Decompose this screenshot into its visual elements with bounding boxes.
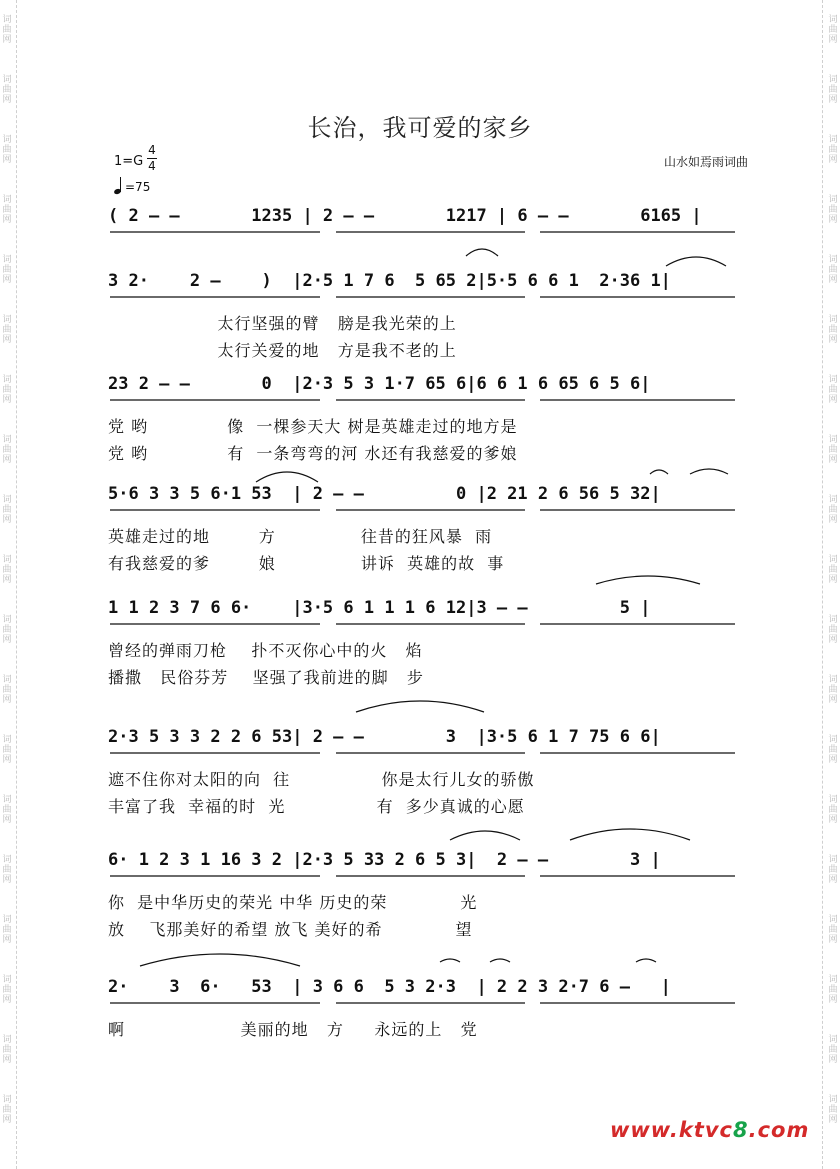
watermark-char: 网 <box>828 635 838 645</box>
watermark-char: 曲 <box>2 145 12 155</box>
watermark-char: 网 <box>828 455 838 465</box>
watermark-char: 网 <box>2 215 12 225</box>
watermark-char: 词 <box>2 495 12 505</box>
watermark-char: 词 <box>2 15 12 25</box>
lyric-line: 党 哟 像 一棵参天大 树是英雄走过的地方是 <box>108 417 518 436</box>
watermark-char: 网 <box>2 275 12 285</box>
watermark-char: 网 <box>2 155 12 165</box>
watermark-char: 网 <box>828 95 838 105</box>
watermark-char: 曲 <box>2 685 12 695</box>
watermark-char: 词 <box>828 555 838 565</box>
watermark-char: 词 <box>828 1035 838 1045</box>
watermark-char: 曲 <box>2 985 12 995</box>
watermark-char: 曲 <box>828 1105 838 1115</box>
watermark-char: 网 <box>828 215 838 225</box>
watermark-char: 曲 <box>828 265 838 275</box>
watermark-char: 曲 <box>2 625 12 635</box>
watermark-char: 网 <box>2 875 12 885</box>
website-part-3: .com <box>748 1118 810 1142</box>
watermark-char: 曲 <box>828 445 838 455</box>
slur <box>256 472 318 482</box>
watermark-char: 词 <box>828 315 838 325</box>
watermark-char: 网 <box>2 935 12 945</box>
time-signature-top: 4 <box>148 143 156 157</box>
watermark-char: 网 <box>2 755 12 765</box>
watermark-char: 曲 <box>828 685 838 695</box>
notation-row: 1 1 2 3 7 6 6· |3·5 6 1 1 1 6 12|3 – – 5 | <box>108 598 651 618</box>
watermark-char: 词 <box>2 75 12 85</box>
lyric-line: 太行关爱的地 方是我不老的上 <box>108 341 457 360</box>
watermark-char: 曲 <box>828 1045 838 1055</box>
watermark-char: 网 <box>828 1115 838 1125</box>
slur <box>650 470 668 474</box>
watermark-char: 词 <box>2 675 12 685</box>
time-signature-bottom: 4 <box>148 159 156 173</box>
watermark-char: 词 <box>2 135 12 145</box>
notation-row: 2· 3 6· 53 | 3 6 6 5 3 2·3 | 2 2 3 2·7 6 – | <box>108 977 671 997</box>
watermark-char: 词 <box>2 615 12 625</box>
watermark-char: 网 <box>828 395 838 405</box>
watermark-char: 词 <box>828 675 838 685</box>
composer-credit: 山水如焉雨词曲 <box>663 155 748 169</box>
slur <box>636 959 656 962</box>
lyric-line: 啊 美丽的地 方 永远的上 党 <box>108 1020 478 1039</box>
watermark-char: 曲 <box>828 745 838 755</box>
watermark-char: 曲 <box>828 145 838 155</box>
watermark-char: 词 <box>828 75 838 85</box>
watermark-char: 网 <box>2 335 12 345</box>
lyric-line: 遮不住你对太阳的向 往 你是太行儿女的骄傲 <box>108 770 535 789</box>
watermark-char: 词 <box>2 375 12 385</box>
watermark-char: 网 <box>2 95 12 105</box>
watermark-char: 词 <box>828 375 838 385</box>
watermark-char: 网 <box>828 275 838 285</box>
watermark-char: 曲 <box>828 385 838 395</box>
watermark-char: 网 <box>2 455 12 465</box>
watermark-char: 网 <box>828 935 838 945</box>
watermark-char: 曲 <box>828 205 838 215</box>
notation-row: 23 2 – – 0 |2·3 5 3 1·7 65 6|6 6 1 6 65 6 5 6| <box>108 374 651 394</box>
tempo-value: =75 <box>125 180 151 194</box>
slur <box>666 257 726 266</box>
watermark-char: 曲 <box>2 25 12 35</box>
watermark-char: 网 <box>828 35 838 45</box>
watermark-char: 曲 <box>2 1105 12 1115</box>
lyric-line: 丰富了我 幸福的时 光 有 多少真诚的心愿 <box>108 797 525 816</box>
watermark-char: 曲 <box>2 265 12 275</box>
website-logo <box>610 1118 809 1142</box>
watermark-char: 词 <box>2 195 12 205</box>
watermark-char: 网 <box>2 995 12 1005</box>
watermark-char: 网 <box>2 635 12 645</box>
lyric-line: 放 飞那美好的希望 放飞 美好的希 望 <box>108 920 473 939</box>
notation-row: 5·6 3 3 5 6·1 53 | 2 – – 0 |2 21 2 6 56 5 32| <box>108 484 661 504</box>
watermark-char: 网 <box>828 335 838 345</box>
watermark-char: 词 <box>2 1095 12 1105</box>
watermark-char: 网 <box>828 575 838 585</box>
watermark-char: 词 <box>2 975 12 985</box>
watermark-char: 词 <box>2 315 12 325</box>
notation-row: 3 2· 2 – ) |2·5 1 7 6 5 65 2|5·5 6 6 1 2·36 1| <box>108 271 671 291</box>
slur <box>570 829 690 840</box>
lyric-line: 曾经的弹雨刀枪 扑不灭你心中的火 焰 <box>108 641 423 660</box>
watermark-char: 曲 <box>828 925 838 935</box>
slur <box>596 576 700 584</box>
watermark-char: 曲 <box>828 565 838 575</box>
watermark-char: 曲 <box>2 325 12 335</box>
slur <box>440 959 460 962</box>
lyric-line: 播撒 民俗芬芳 坚强了我前进的脚 步 <box>108 668 424 687</box>
watermark-char: 曲 <box>2 925 12 935</box>
watermark-char: 网 <box>2 515 12 525</box>
website-part-2: 8 <box>732 1118 749 1142</box>
watermark-char: 网 <box>2 815 12 825</box>
slur <box>140 954 300 966</box>
watermark-char: 词 <box>2 855 12 865</box>
watermark-char: 网 <box>828 755 838 765</box>
watermark-char: 词 <box>828 855 838 865</box>
watermark-char: 曲 <box>2 205 12 215</box>
watermark-char: 网 <box>828 155 838 165</box>
watermark-char: 曲 <box>2 745 12 755</box>
notation-row: ( 2 – – 1235 | 2 – – 1217 | 6 – – 6165 | <box>108 206 702 226</box>
watermark-char: 曲 <box>828 625 838 635</box>
watermark-char: 词 <box>2 555 12 565</box>
watermark-char: 词 <box>2 255 12 265</box>
slur <box>490 959 510 962</box>
lyric-line: 太行坚强的臂 膀是我光荣的上 <box>108 314 457 333</box>
website-part-1: www.ktvc <box>610 1118 733 1142</box>
watermark-char: 曲 <box>828 985 838 995</box>
watermark-char: 网 <box>828 875 838 885</box>
watermark-char: 网 <box>828 1055 838 1065</box>
key-signature: 1=G <box>114 154 144 169</box>
watermark-char: 曲 <box>2 385 12 395</box>
watermark-char: 曲 <box>828 805 838 815</box>
watermark-char: 词 <box>2 1035 12 1045</box>
watermark-char: 曲 <box>2 805 12 815</box>
watermark-char: 词 <box>828 735 838 745</box>
slur <box>450 831 520 840</box>
watermark-char: 曲 <box>828 85 838 95</box>
watermark-char: 网 <box>828 515 838 525</box>
lyric-line: 你 是中华历史的荣光 中华 历史的荣 光 <box>108 893 478 912</box>
notation-row: 6· 1 2 3 1 16 3 2 |2·3 5 33 2 6 5 3| 2 – – 3 | <box>108 850 661 870</box>
lyric-line: 有我慈爱的爹 娘 讲诉 英雄的故 事 <box>108 554 505 573</box>
watermark-char: 词 <box>828 195 838 205</box>
watermark-char: 网 <box>2 575 12 585</box>
watermark-char: 网 <box>2 395 12 405</box>
watermark-char: 词 <box>828 135 838 145</box>
slur <box>466 249 498 256</box>
slur <box>356 701 484 712</box>
watermark-char: 曲 <box>2 505 12 515</box>
watermark-char: 曲 <box>2 865 12 875</box>
slur <box>690 469 728 474</box>
watermark-char: 词 <box>828 435 838 445</box>
song-title: 长治，我可爱的家乡 <box>307 114 533 142</box>
watermark-char: 词 <box>2 735 12 745</box>
watermark-char: 词 <box>828 15 838 25</box>
watermark-char: 曲 <box>828 325 838 335</box>
watermark-char: 词 <box>2 915 12 925</box>
watermark-char: 词 <box>828 255 838 265</box>
watermark-char: 网 <box>828 815 838 825</box>
watermark-char: 网 <box>2 1055 12 1065</box>
watermark-char: 词 <box>2 435 12 445</box>
watermark-char: 词 <box>828 915 838 925</box>
watermark-char: 词 <box>828 615 838 625</box>
watermark-char: 曲 <box>828 865 838 875</box>
watermark-char: 网 <box>828 695 838 705</box>
watermark-char: 词 <box>2 795 12 805</box>
lyric-line: 英雄走过的地 方 往昔的狂风暴 雨 <box>108 527 493 546</box>
watermark-char: 网 <box>828 995 838 1005</box>
watermark-char: 词 <box>828 1095 838 1105</box>
watermark-char: 词 <box>828 495 838 505</box>
watermark-char: 网 <box>2 1115 12 1125</box>
notation-row: 2·3 5 3 3 2 2 6 53| 2 – – 3 |3·5 6 1 7 75 6 6| <box>108 727 661 747</box>
watermark-char: 曲 <box>828 505 838 515</box>
watermark-char: 词 <box>828 795 838 805</box>
watermark-char: 曲 <box>2 1045 12 1055</box>
watermark-char: 曲 <box>2 565 12 575</box>
watermark-char: 曲 <box>2 85 12 95</box>
watermark-char: 网 <box>2 695 12 705</box>
lyric-line: 党 哟 有 一条弯弯的河 水还有我慈爱的爹娘 <box>108 444 518 463</box>
watermark-char: 网 <box>2 35 12 45</box>
watermark-char: 词 <box>828 975 838 985</box>
watermark-char: 曲 <box>828 25 838 35</box>
watermark-char: 曲 <box>2 445 12 455</box>
